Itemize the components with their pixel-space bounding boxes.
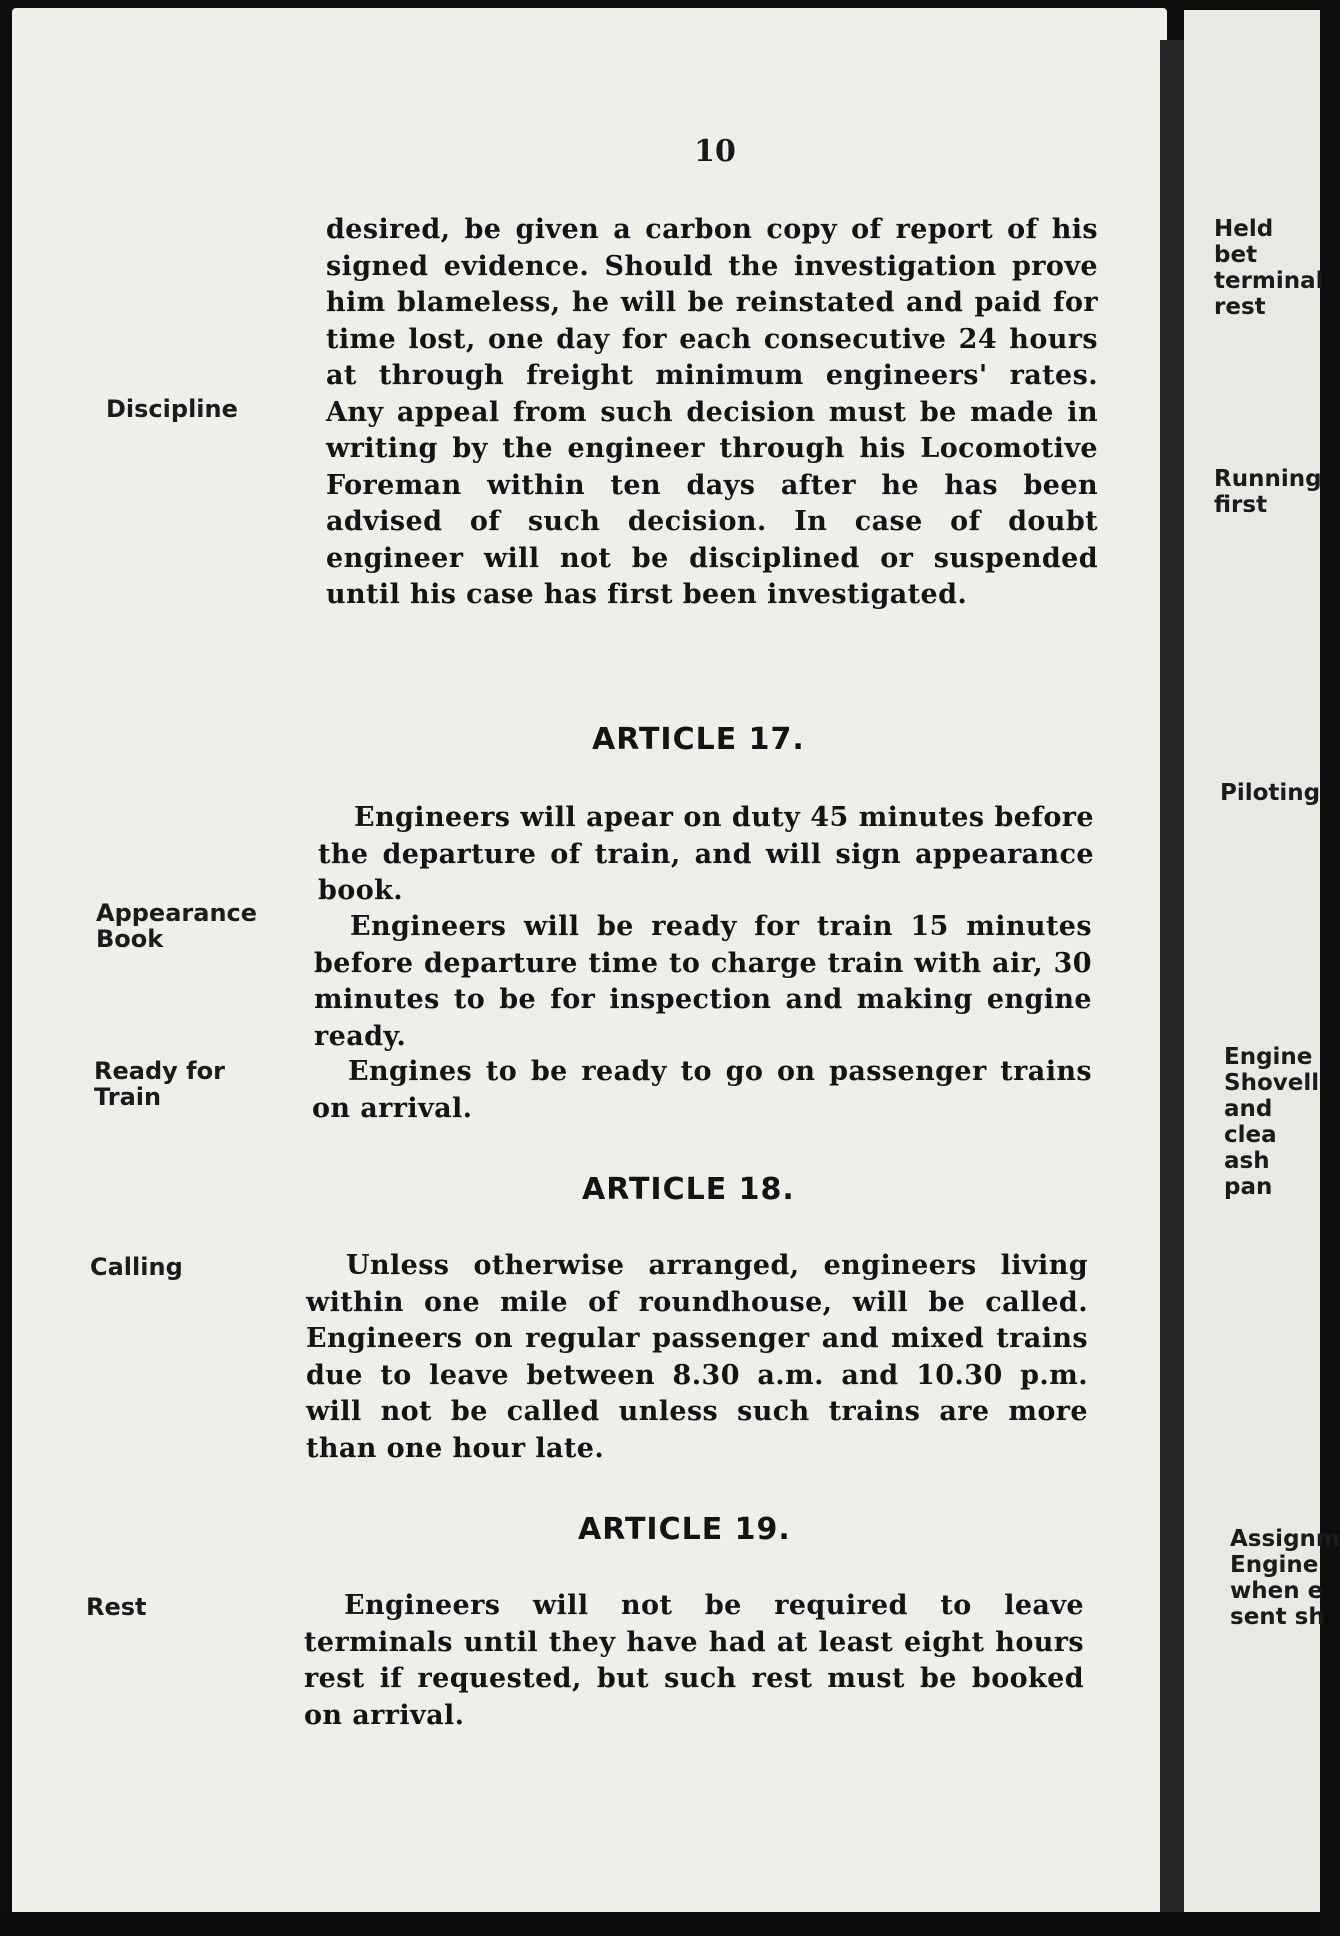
right-page-notes: [1184, 10, 1340, 1910]
right-note-piloting: Piloting: [1220, 780, 1321, 806]
ready-for-train-paragraph: Engineers will be ready for train 15 minutes before departure time to charge train with air, 30 minutes to be for inspection and making engine ready.: [314, 911, 1092, 1052]
right-note-engine-shovelling: Engine Shovell and clea ash pan: [1224, 1044, 1320, 1200]
rest-paragraph: Engineers will not be required to leave terminals until they have had at least eight hours rest if requested, but such rest must be booked on arrival.: [304, 1590, 1084, 1731]
appear-on-duty-paragraph: Engineers will apear on duty 45 minutes before the departure of train, and will sign appearance book.: [318, 802, 1094, 906]
margin-note-rest: Rest: [86, 1593, 147, 1621]
discipline-paragraph: desired, be given a carbon copy of report of his signed evidence. Should the investigation prove him blameless, he will be reinstated and paid for time lost, one day for each consecutive 24 hours at through freight minimum engineers' rates. Any appeal from such decision must be made in writing by the engineer through his Locomotive Foreman within ten days after he has been advised of such decision. In case of doubt engineer will not be disciplined or suspended until his case has first been investigated.: [326, 214, 1098, 610]
right-note-held-between: Held bet terminal rest: [1214, 216, 1324, 320]
page-number: 10: [694, 134, 736, 169]
scan-bottom-border: [0, 1912, 1320, 1936]
margin-note-ready-for-train: Ready for Train: [94, 1057, 225, 1111]
right-note-running-first: Running first: [1214, 466, 1322, 518]
right-note-assignment: Assignm Engine when e sent sh: [1230, 1526, 1340, 1630]
calling-paragraph: Unless otherwise arranged, engineers living within one mile of roundhouse, will be called. Engineers on regular passenger and mixed trains due to leave between 8.30 a.m. and 10.30 p.m. will not be called unless such trains are more than one hour late.: [306, 1250, 1088, 1464]
margin-note-calling: Calling: [90, 1253, 183, 1281]
heading-article-18: ARTICLE 18.: [582, 1172, 795, 1207]
heading-article-17: ARTICLE 17.: [592, 722, 805, 757]
engines-ready-paragraph: Engines to be ready to go on passenger trains on arrival.: [312, 1056, 1092, 1124]
heading-article-19: ARTICLE 19.: [578, 1512, 791, 1547]
page-gutter-shadow: [1160, 40, 1184, 1920]
margin-note-discipline: Discipline: [106, 395, 238, 423]
margin-note-appearance-book: Appearance Book: [96, 899, 258, 953]
